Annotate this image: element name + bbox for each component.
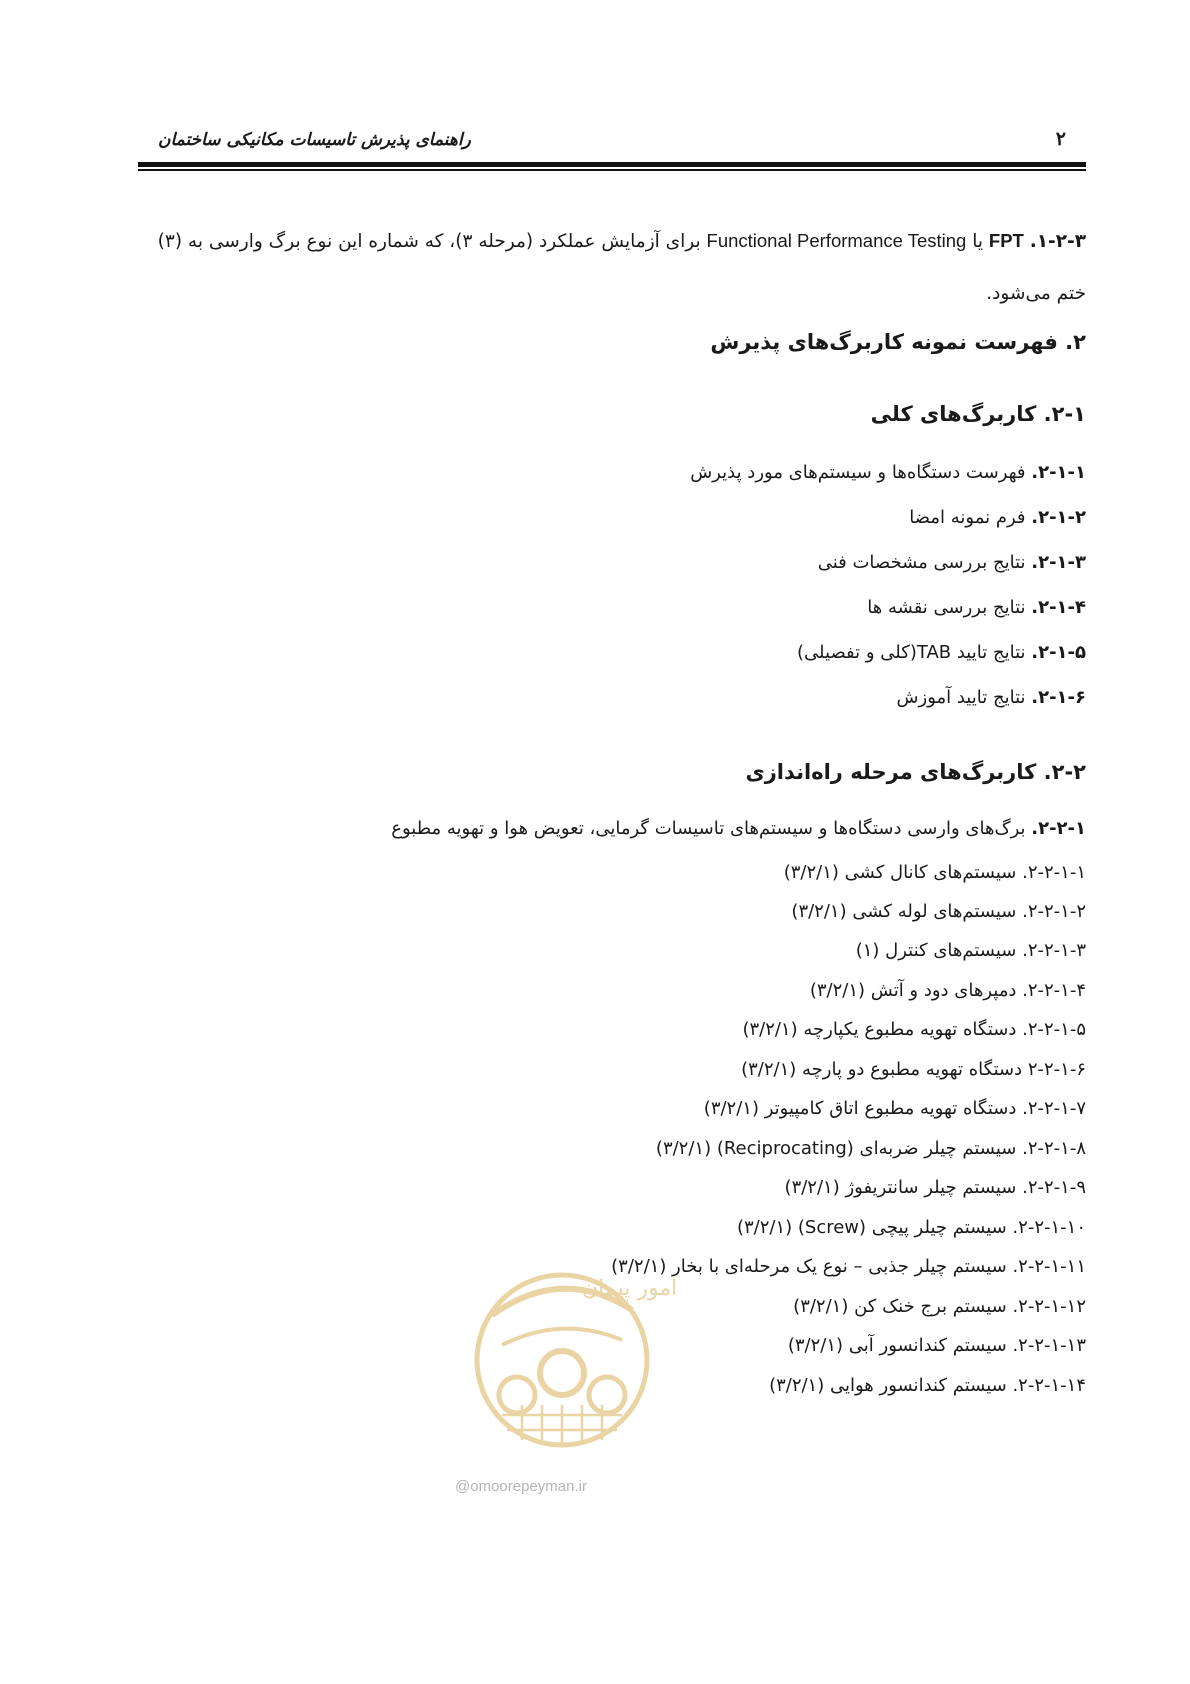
intro-fpt: FPT bbox=[988, 230, 1024, 251]
intro-text-1: یا bbox=[966, 231, 989, 252]
intro-number: ۱-۲-۳. bbox=[1029, 231, 1086, 252]
section-heading-2-2: ۲-۲. کاربرگ‌های مرحله راه‌اندازی bbox=[745, 760, 1086, 784]
sub-list-item: ۲-۲-۱-۱۳. سیستم کندانسور آبی (۳/۲/۱) bbox=[787, 1335, 1086, 1356]
list-item: ۲-۱-۴. نتایج بررسی نقشه ها bbox=[867, 597, 1086, 618]
sub-list-item: ۲-۲-۱-۳. سیستم‌های کنترل (۱) bbox=[855, 940, 1086, 961]
header-rule-thin bbox=[138, 169, 1086, 171]
section-heading-2: ۲. فهرست نمونه کاربرگ‌های پذیرش bbox=[710, 330, 1086, 354]
sub-list-item: ۲-۲-۱-۱۰. سیستم چیلر پیچی (Screw) (۳/۲/۱) bbox=[736, 1217, 1086, 1238]
intro-text-2: برای آزمایش عملکرد (مرحله ۳)، که شماره این نوع برگ وارسی به (۳) ختم می‌شود. bbox=[157, 231, 1086, 304]
header-rule-thick bbox=[138, 162, 1086, 167]
intro-latin: Functional Performance Testing bbox=[706, 230, 967, 251]
sub-list-item: ۲-۲-۱-۹. سیستم چیلر سانتریفوژ (۳/۲/۱) bbox=[784, 1177, 1086, 1198]
sub-list-item: ۲-۲-۱-۱۲. سیستم برج خنک کن (۳/۲/۱) bbox=[793, 1296, 1086, 1317]
page-header bbox=[138, 124, 1086, 164]
sub-list-item: ۲-۲-۱-۵. دستگاه تهویه مطبوع یکپارچه (۳/۲/۱) bbox=[742, 1019, 1086, 1040]
sub-list-item: ۲-۲-۱-۱۱. سیستم چیلر جذبی – نوع یک مرحله‌ای با بخار (۳/۲/۱) bbox=[611, 1256, 1086, 1277]
list-item: ۲-۲-۱. برگ‌های وارسی دستگاه‌ها و سیستم‌های تاسیسات گرمایی، تعویض هوا و تهویه مطبوع bbox=[391, 818, 1086, 839]
list-item: ۲-۱-۶. نتایج تایید آموزش bbox=[896, 687, 1086, 708]
sub-list-item: ۲-۲-۱-۱. سیستم‌های کانال کشی (۳/۲/۱) bbox=[783, 862, 1086, 883]
list-item: ۲-۱-۳. نتایج بررسی مشخصات فنی bbox=[817, 552, 1086, 573]
sub-list-item: ۲-۲-۱-۴. دمپرهای دود و آتش (۳/۲/۱) bbox=[809, 980, 1086, 1001]
svg-text:امور پیمان: امور پیمان bbox=[582, 1276, 678, 1301]
watermark-url: @omoorepeyman.ir bbox=[455, 1478, 587, 1495]
intro-paragraph bbox=[141, 215, 1086, 320]
page-number: ۲ bbox=[1055, 128, 1066, 150]
sub-list-item: ۲-۲-۱-۷. دستگاه تهویه مطبوع اتاق کامپیوتر (۳/۲/۱) bbox=[703, 1098, 1086, 1119]
watermark-logo bbox=[462, 1255, 678, 1455]
sub-list-item: ۲-۲-۱-۶ دستگاه تهویه مطبوع دو پارچه (۳/۲/۱) bbox=[741, 1059, 1086, 1080]
sub-list-item: ۲-۲-۱-۸. سیستم چیلر ضربه‌ای (Reciprocating) (۳/۲/۱) bbox=[655, 1138, 1086, 1159]
section-heading-2-1: ۲-۱. کاربرگ‌های کلی bbox=[870, 402, 1086, 426]
running-title: راهنمای پذیرش تاسیسات مکانیکی ساختمان bbox=[158, 130, 471, 150]
sub-list-item: ۲-۲-۱-۱۴. سیستم کندانسور هوایی (۳/۲/۱) bbox=[769, 1375, 1086, 1396]
sub-list-item: ۲-۲-۱-۲. سیستم‌های لوله کشی (۳/۲/۱) bbox=[791, 901, 1086, 922]
list-item: ۲-۱-۱. فهرست دستگاه‌ها و سیستم‌های مورد پذیرش bbox=[690, 462, 1086, 483]
list-item: ۲-۱-۲. فرم نمونه امضا bbox=[909, 507, 1086, 528]
list-item: ۲-۱-۵. نتایج تایید TAB(کلی و تفصیلی) bbox=[797, 642, 1086, 663]
